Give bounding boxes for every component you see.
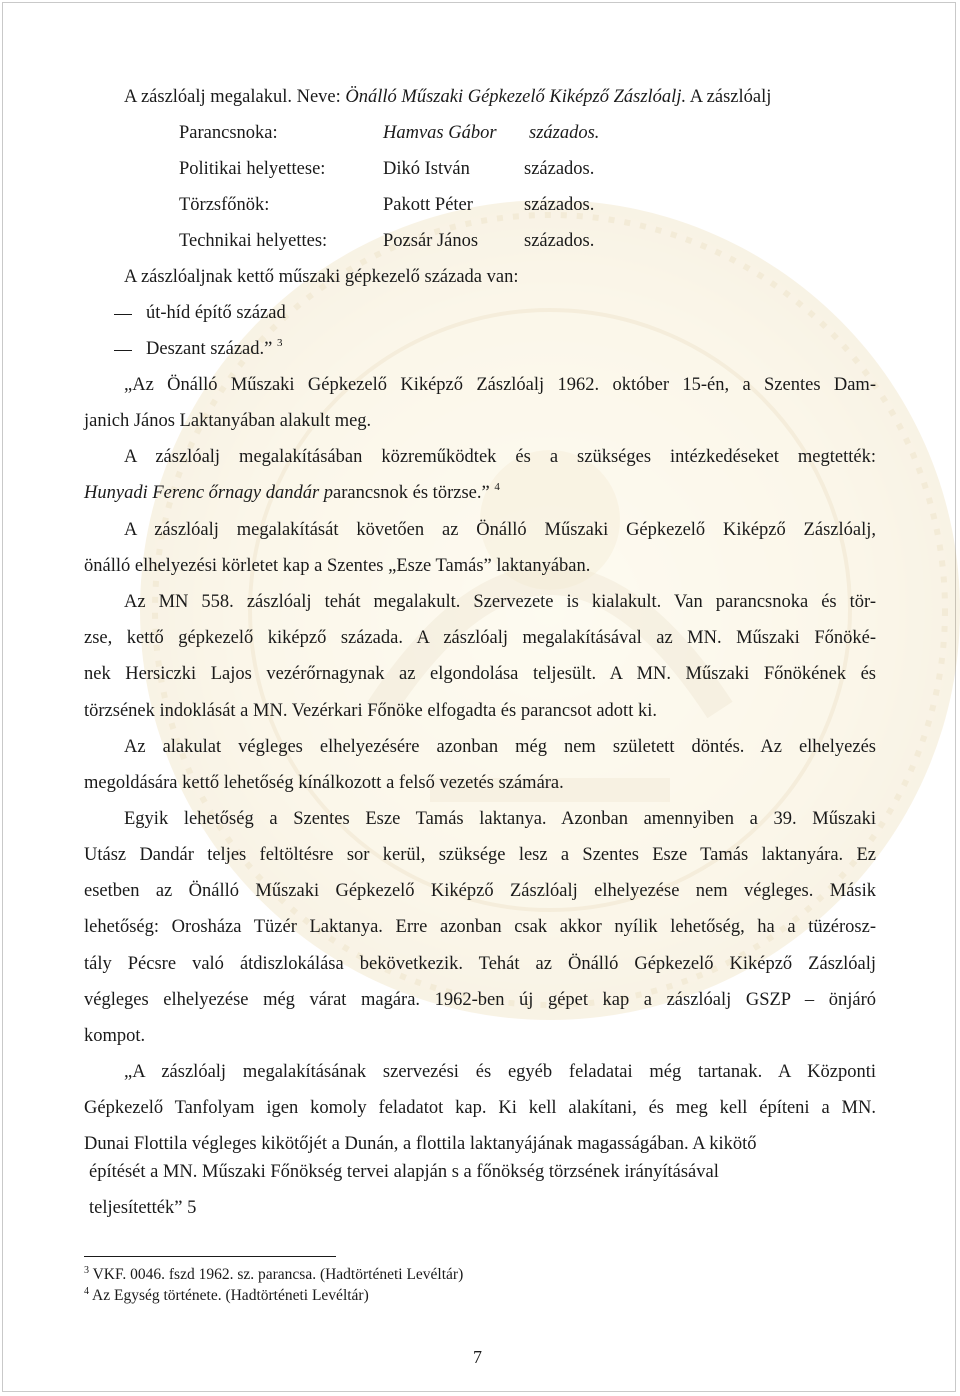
paragraph-line: nek Hersiczki Lajos vezérőrnagynak az elgondolása teljesült. A MN. Műszaki Főnökének és bbox=[84, 664, 876, 684]
staff-rank: százados. bbox=[524, 159, 595, 179]
paragraph-line: Az alakulat végleges elhelyezésére azonban még nem született döntés. Az elhelyezés bbox=[124, 737, 876, 757]
paragraph-line: építését a MN. Műszaki Főnökség tervei alapján s a főnökség törzsének irányításával bbox=[89, 1162, 719, 1182]
list-item: út-híd építő század bbox=[146, 303, 286, 323]
paragraph-line: Gépkezelő Tanfolyam igen komoly feladatot kap. Ki kell alakítani, és meg kell építeni a MN. bbox=[84, 1098, 876, 1118]
paragraph-line: Hunyadi Ferenc őrnagy dandár parancsnok és törzse.” $^4$ bbox=[84, 481, 500, 503]
staff-name: Pozsár János bbox=[383, 231, 479, 251]
staff-name: Pakott Péter bbox=[383, 195, 473, 215]
paragraph-line: tály Pécsre való átdiszlokálása bekövetkezik. Tehát az Önálló Gépkezelő Kiképző Zászlóalj bbox=[84, 954, 876, 974]
staff-name: Hamvas Gábor bbox=[383, 123, 497, 143]
list-dash bbox=[114, 314, 132, 315]
paragraph-line: kompot. bbox=[84, 1026, 146, 1046]
footnote-rule bbox=[84, 1256, 336, 1257]
paragraph-line: A zászlóalj megalakítását követően az Önálló Műszaki Gépkezelő Kiképző Zászlóalj, bbox=[124, 520, 876, 540]
paragraph-line: Dunai Flottila végleges kikötőjét a Dunán, a flottila laktanyájának magasságában. A kikötő bbox=[84, 1134, 757, 1154]
paragraph-line: törzsének indoklását a MN. Vezérkari Főnöke elfogadta és parancsot adott ki. bbox=[84, 701, 657, 721]
staff-rank: százados. bbox=[524, 231, 595, 251]
staff-role: Törzsfőnök: bbox=[179, 195, 270, 215]
paragraph-line: teljesítették” 5 bbox=[89, 1198, 197, 1218]
paragraph-line: Az MN 558. zászlóalj tehát megalakult. Szervezete is kialakult. Van parancsnoka és tör- bbox=[124, 592, 876, 612]
intro-line: A zászlóalj megalakul. Neve: Önálló Műszaki Gépkezelő Kiképző Zászlóalj. A zászlóalj bbox=[124, 87, 772, 107]
staff-role: Politikai helyettese: bbox=[179, 159, 326, 179]
list-item: Deszant század.” $^3$ bbox=[146, 337, 283, 359]
paragraph-line: A zászlóalj megalakításában közreműködtek és a szükséges intézkedéseket megtették: bbox=[124, 447, 876, 467]
paragraph-line: Egyik lehetőség a Szentes Esze Tamás laktanya. Azonban amennyiben a 39. Műszaki bbox=[124, 809, 876, 829]
page-border bbox=[2, 2, 956, 1392]
paragraph-line: önálló elhelyezési körletet kap a Szentes „Esze Tamás” laktanyában. bbox=[84, 556, 591, 576]
paragraph-line: „Az Önálló Műszaki Gépkezelő Kiképző Zászlóalj 1962. október 15-én, a Szentes Dam- bbox=[124, 375, 876, 395]
paragraph-line: megoldására kettő lehetőség kínálkozott a felső vezetés számára. bbox=[84, 773, 564, 793]
paragraph-line: lehetőség: Orosháza Tüzér Laktanya. Erre azonban csak akkor nyílik lehetőség, ha a tüzérosz- bbox=[84, 917, 876, 937]
staff-rank: százados. bbox=[529, 123, 600, 143]
paragraph-line: zse, kettő gépkezelő kiképző százada. A zászlóalj megalakításával az MN. Műszaki Főnöké- bbox=[84, 628, 876, 648]
companies-intro: A zászlóaljnak kettő műszaki gépkezelő százada van: bbox=[124, 267, 519, 287]
paragraph-line: „A zászlóalj megalakításának szervezési és egyéb feladatai még tartanak. A Központi bbox=[124, 1062, 876, 1082]
paragraph-line: Utász Dandár teljes feltöltésre sor kerül, szüksége lesz a Szentes Esze Tamás laktanyára. Ez bbox=[84, 845, 876, 865]
staff-name: Dikó István bbox=[383, 159, 470, 179]
staff-role: Technikai helyettes: bbox=[179, 231, 328, 251]
page-number: 7 bbox=[473, 1347, 482, 1367]
paragraph-line: esetben az Önálló Műszaki Gépkezelő Kiképző Zászlóalj elhelyezése nem végleges. Másik bbox=[84, 881, 876, 901]
staff-role: Parancsnoka: bbox=[179, 123, 278, 143]
footnote-3: $^3$ VKF. 0046. fszd 1962. sz. parancsa. (Hadtörténeti Levéltár) bbox=[84, 1265, 464, 1283]
footnote-ref: 4 bbox=[494, 481, 500, 493]
footnote-ref: 3 bbox=[276, 337, 283, 349]
staff-rank: százados. bbox=[524, 195, 595, 215]
footnote-4: $^4$ Az Egység története. (Hadtörténeti Levéltár) bbox=[84, 1286, 369, 1304]
paragraph-line: végleges elhelyezése még várat magára. 1962-ben új gépet kap a zászlóalj GSZP – önjáró bbox=[84, 990, 876, 1010]
paragraph-line: janich János Laktanyában alakult meg. bbox=[84, 411, 372, 431]
list-dash bbox=[114, 350, 132, 351]
